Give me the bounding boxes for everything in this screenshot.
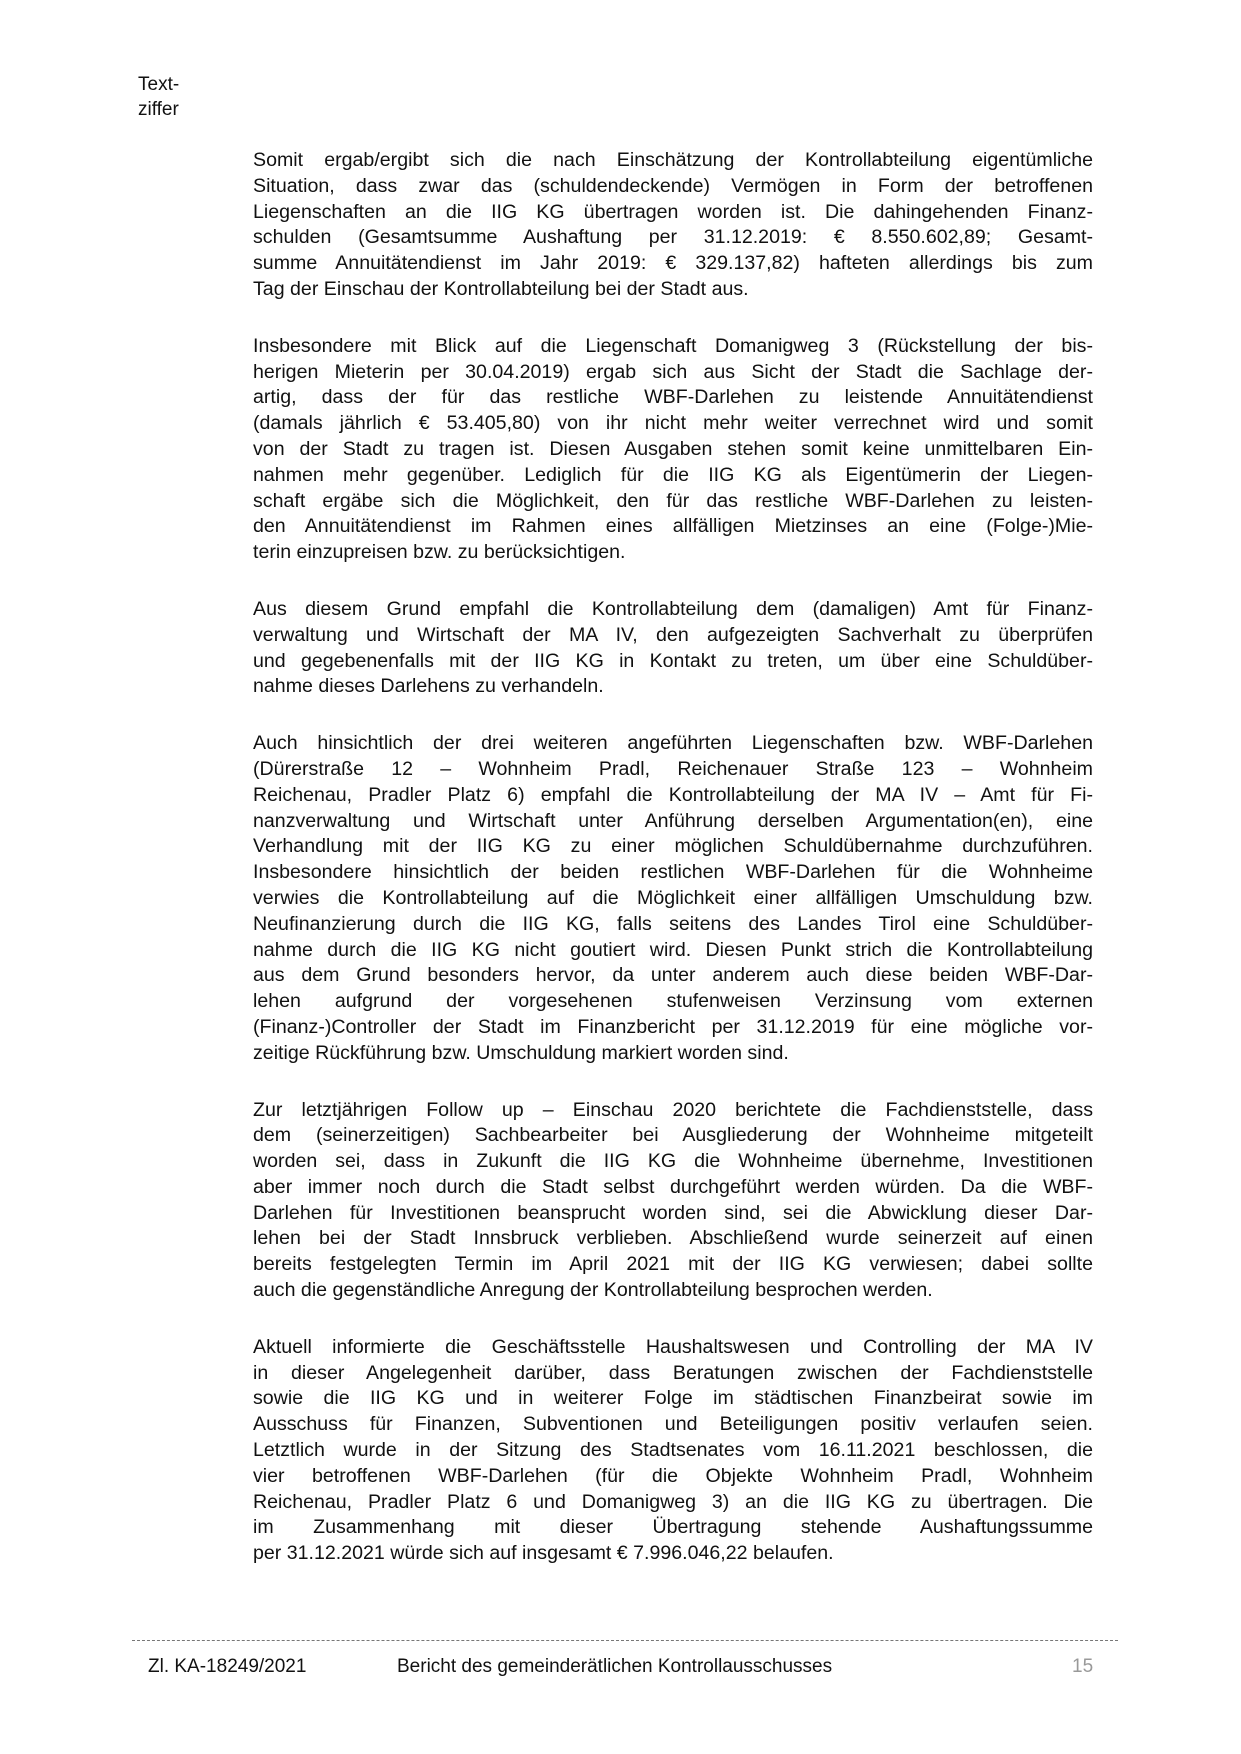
text-line: terin einzupreisen bzw. zu berücksichtigen. — [253, 541, 626, 564]
text-line: (Finanz-)Controller der Stadt im Finanzbericht per 31.12.2019 für eine mögliche vor- — [253, 1015, 1093, 1038]
text-line: (damals jährlich € 53.405,80) von ihr nicht mehr weiter verrechnet wird und somit — [253, 412, 1093, 435]
text-line: vier betroffenen WBF-Darlehen (für die Objekte Wohnheim Pradl, Wohnheim — [253, 1464, 1093, 1487]
text-line: artig, dass der für das restliche WBF-Darlehen zu leistende Annuitätendienst — [253, 386, 1093, 409]
text-line: auch die gegenständliche Anregung der Kontrollabteilung besprochen werden. — [253, 1279, 933, 1302]
paragraph — [253, 148, 1093, 303]
text-line: Auch hinsichtlich der drei weiteren angeführten Liegenschaften bzw. WBF-Darlehen — [253, 732, 1093, 755]
paragraph — [253, 1098, 1093, 1304]
text-line: summe Annuitätendienst im Jahr 2019: € 329.137,82) hafteten allerdings bis zum — [253, 252, 1093, 275]
text-line: nahme durch die IIG KG nicht goutiert wird. Diesen Punkt strich die Kontrollabteilung — [253, 938, 1093, 961]
text-line: schulden (Gesamtsumme Aushaftung per 31.12.2019: € 8.550.602,89; Gesamt- — [253, 226, 1093, 249]
margin-label-line: ziffer — [138, 99, 179, 120]
text-line: Ausschuss für Finanzen, Subventionen und Beteiligungen positiv verlaufen seien. — [253, 1413, 1093, 1436]
text-line: Somit ergab/ergibt sich die nach Einschätzung der Kontrollabteilung eigentümliche — [253, 149, 1093, 171]
text-line: von der Stadt zu tragen ist. Diesen Ausgaben stehen somit keine unmittelbaren Ein- — [253, 437, 1093, 460]
text-line: verwaltung und Wirtschaft der MA IV, den aufgezeigten Sachverhalt zu überprüfen — [253, 623, 1093, 646]
text-line: Aktuell informierte die Geschäftsstelle Haushaltswesen und Controlling der MA IV — [253, 1335, 1093, 1358]
text-line: Verhandlung mit der IIG KG zu einer möglichen Schuldübernahme durchzuführen. — [253, 835, 1093, 858]
text-line: im Zusammenhang mit dieser Übertragung stehende Aushaftungssumme — [253, 1516, 1093, 1539]
body-text — [253, 148, 1093, 1598]
paragraph — [253, 334, 1093, 566]
text-line: schaft ergäbe sich die Möglichkeit, den für das restliche WBF-Darlehen zu leisten- — [253, 489, 1093, 512]
text-line: (Dürerstraße 12 – Wohnheim Pradl, Reichenauer Straße 123 – Wohnheim — [253, 757, 1093, 780]
text-line: Aus diesem Grund empfahl die Kontrollabteilung dem (damaligen) Amt für Finanz- — [253, 597, 1093, 620]
text-line: in dieser Angelegenheit darüber, dass Beratungen zwischen der Fachdienststelle — [253, 1361, 1093, 1384]
paragraph — [253, 597, 1093, 700]
report-title: Bericht des gemeinderätlichen Kontrollausschusses — [397, 1656, 833, 1677]
text-line: nahme dieses Darlehens zu verhandeln. — [253, 675, 604, 698]
page-number: 15 — [1072, 1656, 1094, 1677]
text-line: lehen aufgrund der vorgesehenen stufenweisen Verzinsung vom externen — [253, 990, 1093, 1013]
text-line: worden sei, dass in Zukunft die IIG KG die Wohnheime übernehme, Investitionen — [253, 1150, 1093, 1173]
margin-label-textziffer — [138, 72, 179, 122]
text-line: zeitige Rückführung bzw. Umschuldung markiert worden sind. — [253, 1041, 789, 1064]
text-line: nahmen mehr gegenüber. Lediglich für die IIG KG als Eigentümerin der Liegen- — [253, 463, 1093, 486]
text-line: den Annuitätendienst im Rahmen eines allfälligen Mietzinses an eine (Folge-)Mie- — [253, 515, 1093, 538]
footer-divider — [132, 1640, 1118, 1641]
text-line: und gegebenenfalls mit der IIG KG in Kontakt zu treten, um über eine Schuldüber- — [253, 649, 1093, 672]
text-line: aus dem Grund besonders hervor, da unter anderem auch diese beiden WBF-Dar- — [253, 964, 1093, 987]
text-line: Darlehen für Investitionen beansprucht worden sind, sei die Abwicklung dieser Dar- — [253, 1201, 1093, 1224]
text-line: Zur letztjährigen Follow up – Einschau 2020 berichtete die Fachdienststelle, dass — [253, 1098, 1093, 1121]
text-line: aber immer noch durch die Stadt selbst durchgeführt werden würden. Da die WBF- — [253, 1175, 1093, 1198]
text-line: herigen Mieterin per 30.04.2019) ergab sich aus Sicht der Stadt die Sachlage der- — [253, 360, 1093, 383]
text-line: bereits festgelegten Termin im April 2021 mit der IIG KG verwiesen; dabei sollte — [253, 1253, 1093, 1276]
paragraph — [253, 731, 1093, 1066]
text-line: dem (seinerzeitigen) Sachbearbeiter bei Ausgliederung der Wohnheime mitgeteilt — [253, 1124, 1093, 1147]
text-line: verwies die Kontrollabteilung auf die Möglichkeit einer allfälligen Umschuldung bzw. — [253, 886, 1093, 909]
text-line: Reichenau, Pradler Platz 6 und Domanigweg 3) an die IIG KG zu übertragen. Die — [253, 1490, 1093, 1513]
text-line: nanzverwaltung und Wirtschaft unter Anführung derselben Argumentation(en), eine — [253, 809, 1093, 832]
text-line: lehen bei der Stadt Innsbruck verblieben. Abschließend wurde seinerzeit auf einen — [253, 1227, 1093, 1250]
text-line: per 31.12.2021 würde sich auf insgesamt € 7.996.046,22 belaufen. — [253, 1542, 834, 1565]
text-line: Liegenschaften an die IIG KG übertragen worden ist. Die dahingehenden Finanz- — [253, 200, 1093, 223]
margin-label-line: Text- — [138, 74, 180, 95]
document-reference: Zl. KA-18249/2021 — [148, 1656, 307, 1677]
text-line: Neufinanzierung durch die IIG KG, falls seitens des Landes Tirol eine Schuldüber- — [253, 912, 1093, 935]
text-line: Insbesondere mit Blick auf die Liegenschaft Domanigweg 3 (Rückstellung der bis- — [253, 334, 1093, 357]
text-line: Insbesondere hinsichtlich der beiden restlichen WBF-Darlehen für die Wohnheime — [253, 861, 1093, 884]
text-line: Letztlich wurde in der Sitzung des Stadtsenates vom 16.11.2021 beschlossen, die — [253, 1439, 1093, 1462]
text-line: sowie die IIG KG und in weiterer Folge im städtischen Finanzbeirat sowie im — [253, 1387, 1093, 1410]
paragraph — [253, 1335, 1093, 1567]
text-line: Situation, dass zwar das (schuldendeckende) Vermögen in Form der betroffenen — [253, 174, 1093, 197]
text-line: Reichenau, Pradler Platz 6) empfahl die Kontrollabteilung der MA IV – Amt für Fi- — [253, 783, 1093, 806]
text-line: Tag der Einschau der Kontrollabteilung bei der Stadt aus. — [253, 277, 749, 300]
